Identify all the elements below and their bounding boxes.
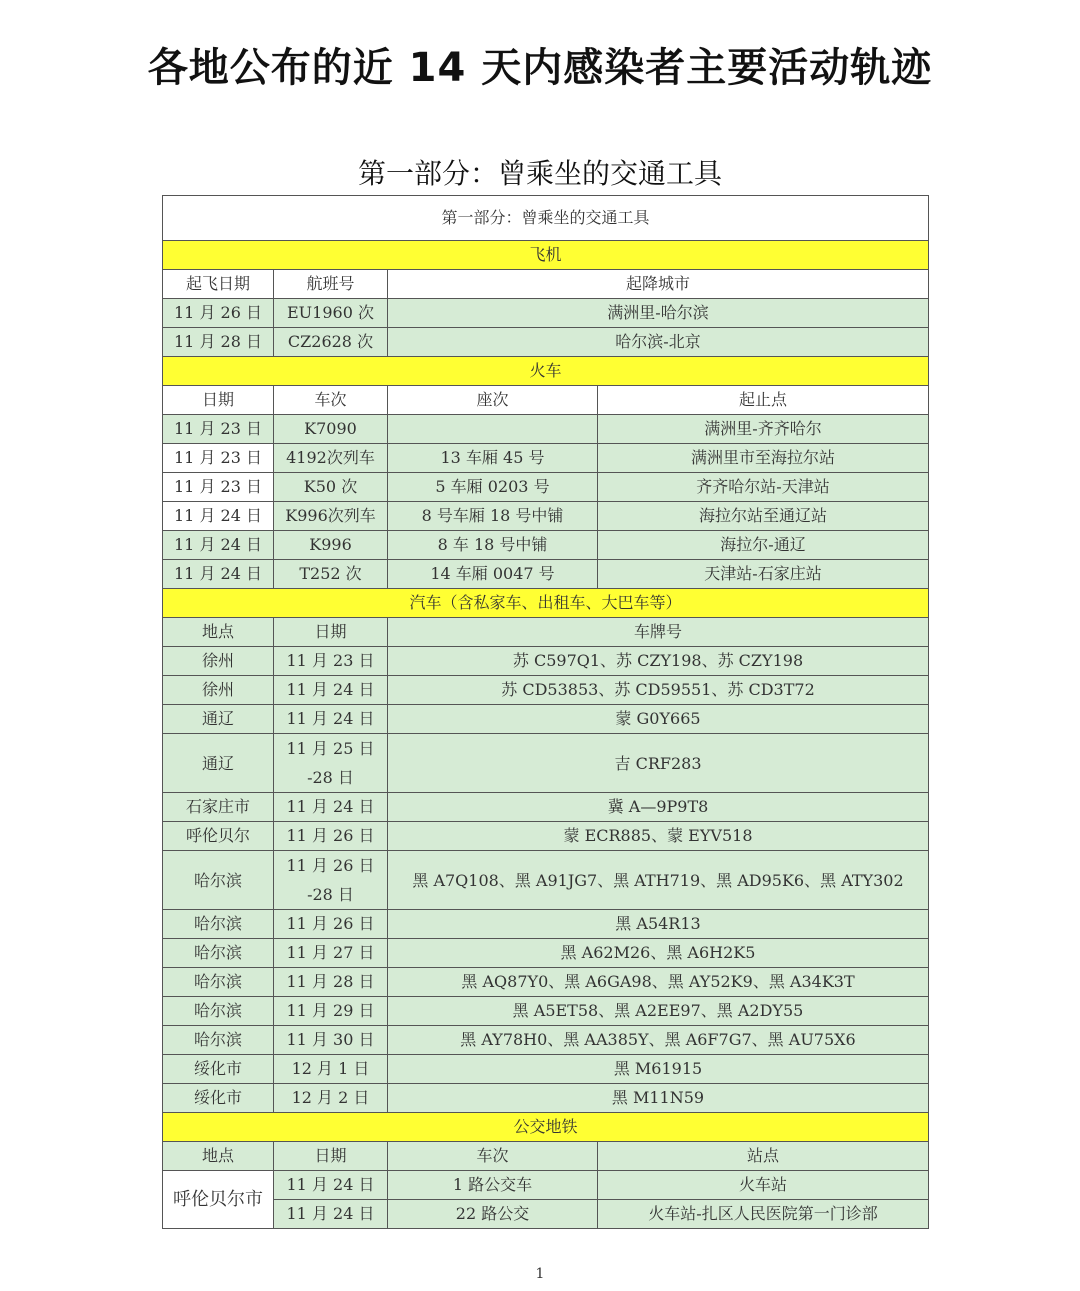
location-cell: 哈尔滨 bbox=[163, 968, 274, 997]
plate-cell: 冀 A—9P9T8 bbox=[388, 793, 929, 822]
plate-cell: 蒙 ECR885、蒙 EYV518 bbox=[388, 822, 929, 851]
table-row bbox=[163, 328, 929, 357]
table-row bbox=[163, 473, 929, 502]
category-row-bus bbox=[163, 1113, 929, 1142]
date-cell: 11 月 28 日 bbox=[163, 328, 274, 357]
plate-cell: 苏 CD53853、苏 CD59551、苏 CD3T72 bbox=[388, 676, 929, 705]
date-cell: 11 月 28 日 bbox=[274, 968, 388, 997]
table-row bbox=[163, 560, 929, 589]
table-row bbox=[163, 793, 929, 822]
header-cell: 起降城市 bbox=[388, 270, 929, 299]
route-cell: 海拉尔站至通辽站 bbox=[598, 502, 929, 531]
document-title: 各地公布的近 14 天内感染者主要活动轨迹 bbox=[147, 45, 933, 91]
location-cell: 徐州 bbox=[163, 647, 274, 676]
table-row bbox=[163, 415, 929, 444]
flight-header-row bbox=[163, 270, 929, 299]
plate-cell: 苏 C597Q1、苏 CZY198、苏 CZY198 bbox=[388, 647, 929, 676]
date-cell: 12 月 1 日 bbox=[274, 1055, 388, 1084]
seat-cell: 13 车厢 45 号 bbox=[388, 444, 598, 473]
train-number-cell: 4192次列车 bbox=[274, 444, 388, 473]
location-cell: 呼伦贝尔 bbox=[163, 822, 274, 851]
table-row bbox=[163, 299, 929, 328]
section-title: 第一部分：曾乘坐的交通工具 bbox=[357, 157, 722, 190]
plate-cell: 黑 M61915 bbox=[388, 1055, 929, 1084]
header-cell: 站点 bbox=[598, 1142, 929, 1171]
table-row bbox=[163, 822, 929, 851]
train-number-cell: K996次列车 bbox=[274, 502, 388, 531]
location-cell: 绥化市 bbox=[163, 1055, 274, 1084]
table-row bbox=[163, 1026, 929, 1055]
date-cell: 11 月 24 日 bbox=[163, 502, 274, 531]
location-cell: 通辽 bbox=[163, 705, 274, 734]
date-cell: 11 月 24 日 bbox=[274, 793, 388, 822]
date-cell: 11 月 30 日 bbox=[274, 1026, 388, 1055]
plate-cell: 黑 A7Q108、黑 A91JG7、黑 ATH719、黑 AD95K6、黑 ATY302 bbox=[388, 851, 929, 910]
train-number-cell: K50 次 bbox=[274, 473, 388, 502]
date-cell: 11 月 29 日 bbox=[274, 997, 388, 1026]
category-row-flight bbox=[163, 241, 929, 270]
header-cell: 车次 bbox=[388, 1142, 598, 1171]
seat-cell: 5 车厢 0203 号 bbox=[388, 473, 598, 502]
category-car: 汽车（含私家车、出租车、大巴车等） bbox=[163, 589, 929, 618]
location-cell: 哈尔滨 bbox=[163, 910, 274, 939]
route-number-cell: 1 路公交车 bbox=[388, 1171, 598, 1200]
table-row bbox=[163, 1200, 929, 1229]
table-row bbox=[163, 502, 929, 531]
seat-cell: 8 号车厢 18 号中铺 bbox=[388, 502, 598, 531]
plate-cell: 蒙 G0Y665 bbox=[388, 705, 929, 734]
date-cell: 11 月 26 日 bbox=[163, 299, 274, 328]
location-cell: 石家庄市 bbox=[163, 793, 274, 822]
date-cell: 11 月 24 日 bbox=[274, 1171, 388, 1200]
header-cell: 座次 bbox=[388, 386, 598, 415]
date-cell: 11 月 24 日 bbox=[163, 531, 274, 560]
train-number-cell: K7090 bbox=[274, 415, 388, 444]
table-row bbox=[163, 734, 929, 793]
bus-header-row bbox=[163, 1142, 929, 1171]
date-cell: 11 月 24 日 bbox=[274, 676, 388, 705]
plate-cell: 黑 A54R13 bbox=[388, 910, 929, 939]
date-cell: 11 月 24 日 bbox=[163, 560, 274, 589]
header-cell: 地点 bbox=[163, 618, 274, 647]
table-row bbox=[163, 851, 929, 910]
table-row bbox=[163, 531, 929, 560]
route-cell: 天津站-石家庄站 bbox=[598, 560, 929, 589]
table-row bbox=[163, 676, 929, 705]
table-row bbox=[163, 1171, 929, 1200]
table-row bbox=[163, 705, 929, 734]
transport-table bbox=[162, 195, 929, 1229]
category-row-car bbox=[163, 589, 929, 618]
date-cell: 11 月 26 日 bbox=[274, 910, 388, 939]
category-flight: 飞机 bbox=[163, 241, 929, 270]
table-row bbox=[163, 997, 929, 1026]
location-cell: 哈尔滨 bbox=[163, 997, 274, 1026]
date-cell: 11 月 27 日 bbox=[274, 939, 388, 968]
header-cell: 起止点 bbox=[598, 386, 929, 415]
table-caption-row bbox=[163, 196, 929, 241]
table-row bbox=[163, 1084, 929, 1113]
plate-cell: 黑 A62M26、黑 A6H2K5 bbox=[388, 939, 929, 968]
seat-cell bbox=[388, 415, 598, 444]
plate-cell: 黑 AY78H0、黑 AA385Y、黑 A6F7G7、黑 AU75X6 bbox=[388, 1026, 929, 1055]
location-cell: 通辽 bbox=[163, 734, 274, 793]
location-cell: 绥化市 bbox=[163, 1084, 274, 1113]
header-cell: 车牌号 bbox=[388, 618, 929, 647]
train-header-row bbox=[163, 386, 929, 415]
stop-cell: 火车站 bbox=[598, 1171, 929, 1200]
date-cell: 12 月 2 日 bbox=[274, 1084, 388, 1113]
plate-cell: 黑 A5ET58、黑 A2EE97、黑 A2DY55 bbox=[388, 997, 929, 1026]
header-cell: 地点 bbox=[163, 1142, 274, 1171]
category-row-train bbox=[163, 357, 929, 386]
route-cell: 满洲里市至海拉尔站 bbox=[598, 444, 929, 473]
header-cell: 日期 bbox=[274, 618, 388, 647]
plate-cell: 吉 CRF283 bbox=[388, 734, 929, 793]
category-bus: 公交地铁 bbox=[163, 1113, 929, 1142]
table-row bbox=[163, 647, 929, 676]
date-cell: 11 月 24 日 bbox=[274, 705, 388, 734]
table-row bbox=[163, 939, 929, 968]
header-cell: 车次 bbox=[274, 386, 388, 415]
table-row bbox=[163, 910, 929, 939]
date-cell: 11 月 26 日 bbox=[274, 822, 388, 851]
table-row bbox=[163, 444, 929, 473]
date-cell: 11 月 23 日 bbox=[163, 444, 274, 473]
location-cell: 徐州 bbox=[163, 676, 274, 705]
route-cell: 满洲里-哈尔滨 bbox=[388, 299, 929, 328]
stop-cell: 火车站-扎区人民医院第一门诊部 bbox=[598, 1200, 929, 1229]
seat-cell: 8 车 18 号中铺 bbox=[388, 531, 598, 560]
route-cell: 满洲里-齐齐哈尔 bbox=[598, 415, 929, 444]
date-cell: 11 月 24 日 bbox=[274, 1200, 388, 1229]
table-row bbox=[163, 1055, 929, 1084]
flight-number-cell: EU1960 次 bbox=[274, 299, 388, 328]
table-row bbox=[163, 968, 929, 997]
date-cell: 11 月 25 日 -28 日 bbox=[274, 734, 388, 793]
route-cell: 哈尔滨-北京 bbox=[388, 328, 929, 357]
category-train: 火车 bbox=[163, 357, 929, 386]
date-cell: 11 月 26 日 -28 日 bbox=[274, 851, 388, 910]
location-cell: 哈尔滨 bbox=[163, 939, 274, 968]
plate-cell: 黑 M11N59 bbox=[388, 1084, 929, 1113]
location-cell: 哈尔滨 bbox=[163, 1026, 274, 1055]
route-number-cell: 22 路公交 bbox=[388, 1200, 598, 1229]
route-cell: 海拉尔-通辽 bbox=[598, 531, 929, 560]
date-cell: 11 月 23 日 bbox=[163, 473, 274, 502]
route-cell: 齐齐哈尔站-天津站 bbox=[598, 473, 929, 502]
seat-cell: 14 车厢 0047 号 bbox=[388, 560, 598, 589]
page-number: 1 bbox=[535, 1266, 545, 1282]
header-cell: 日期 bbox=[163, 386, 274, 415]
flight-number-cell: CZ2628 次 bbox=[274, 328, 388, 357]
location-cell: 哈尔滨 bbox=[163, 851, 274, 910]
header-cell: 起飞日期 bbox=[163, 270, 274, 299]
table-caption: 第一部分：曾乘坐的交通工具 bbox=[163, 196, 929, 241]
location-cell: 呼伦贝尔市 bbox=[163, 1171, 274, 1229]
header-cell: 日期 bbox=[274, 1142, 388, 1171]
date-cell: 11 月 23 日 bbox=[274, 647, 388, 676]
header-cell: 航班号 bbox=[274, 270, 388, 299]
plate-cell: 黑 AQ87Y0、黑 A6GA98、黑 AY52K9、黑 A34K3T bbox=[388, 968, 929, 997]
car-header-row bbox=[163, 618, 929, 647]
date-cell: 11 月 23 日 bbox=[163, 415, 274, 444]
train-number-cell: K996 bbox=[274, 531, 388, 560]
train-number-cell: T252 次 bbox=[274, 560, 388, 589]
